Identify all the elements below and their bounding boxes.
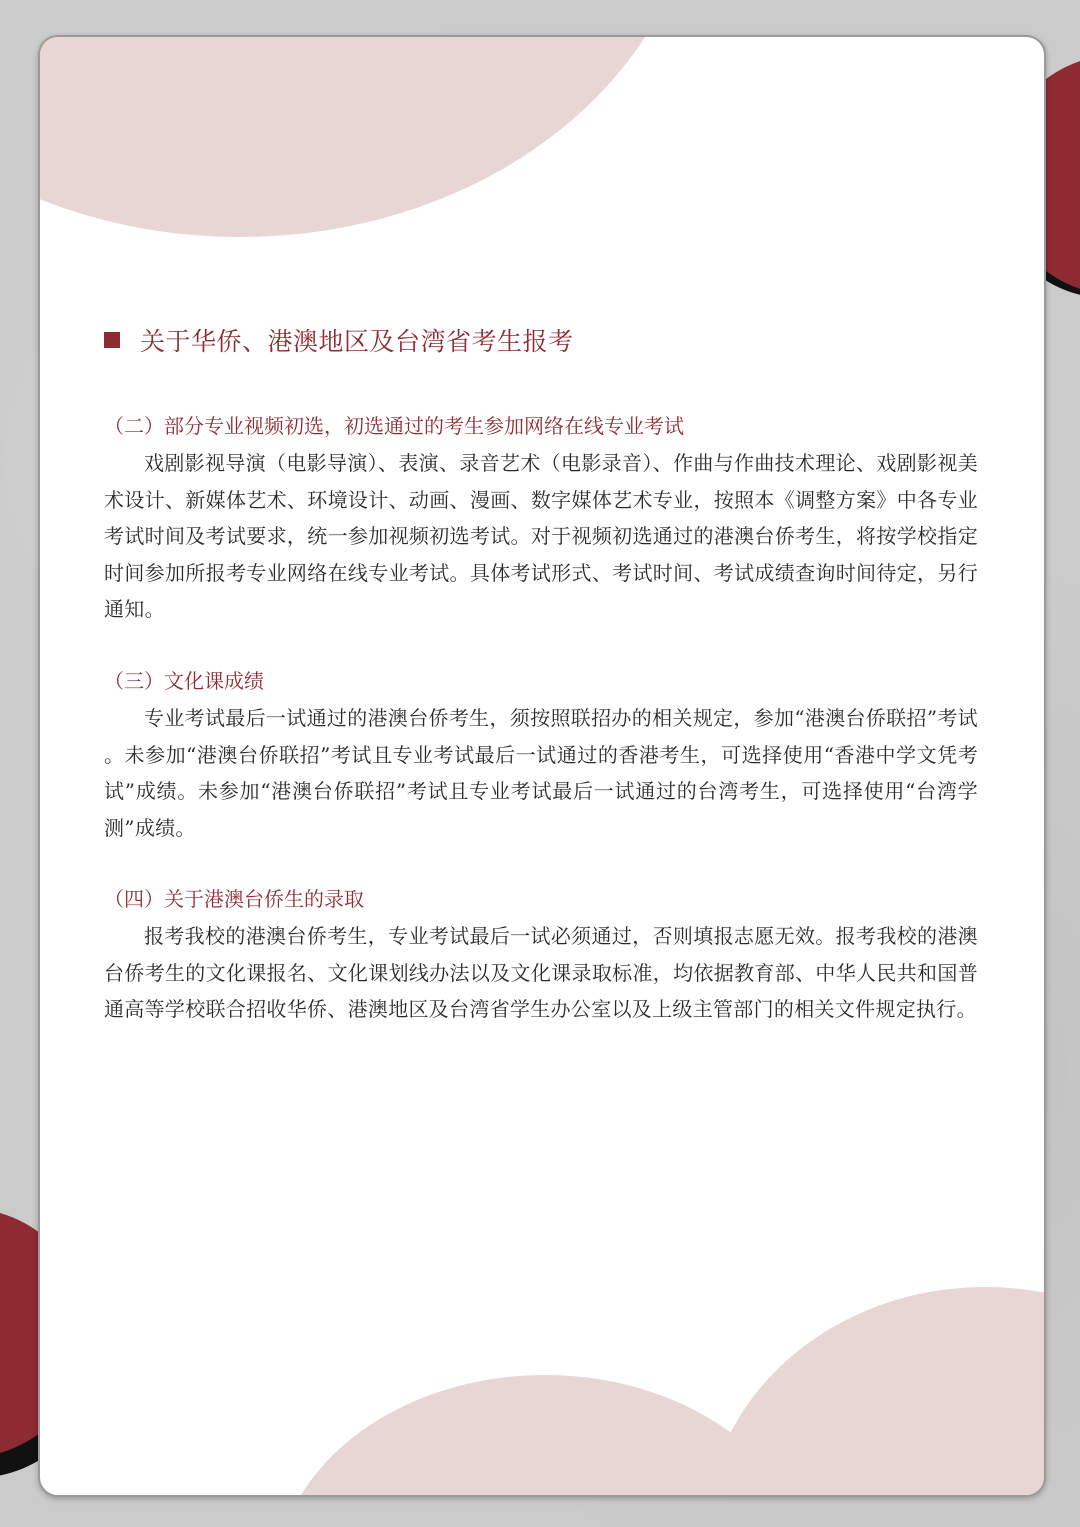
section-title: （三）文化课成绩 <box>104 669 264 693</box>
section-body: 戏剧影视导演（电影导演）、表演、录音艺术（电影录音）、作曲与作曲技术理论、戏剧影视美术设计、新媒体艺术、环境设计、动画、漫画、数字媒体艺术专业，按照本《调整方案》中各专业考试时间及考试要求，统一参加视频初选考试。对于视频初选通过的港澳台侨考生，将按学校指定时间参加所报考专业网络在线专业考试。具体考试形式、考试时间、考试成绩查询时间待定，另行通知。 <box>104 451 978 621</box>
square-bullet-icon <box>104 332 120 348</box>
section-admission <box>104 884 978 1028</box>
section-body: 报考我校的港澳台侨考生，专业考试最后一试必须通过，否则填报志愿无效。报考我校的港澳台侨考生的文化课报名、文化课划线办法以及文化课录取标准，均依据教育部、中华人民共和国普通高等学校联合招收华侨、港澳地区及台湾省学生办公室以及上级主管部门的相关文件规定执行。 <box>104 924 978 1021</box>
decor-blob-top-left <box>38 35 700 237</box>
section-body: 专业考试最后一试通过的港澳台侨考生，须按照联招办的相关规定，参加“港澳台侨联招”考试 。未参加“港澳台侨联招”考试且专业考试最后一试通过的香港考生，可选择使用“香港中学文凭考试”成绩。未参加“港澳台侨联招”考试且专业考试最后一试通过的台湾考生，可选择使用“台湾学测”成绩。 <box>104 706 978 840</box>
section-culture-scores <box>104 666 978 846</box>
section-heading-text: 关于华侨、港澳地区及台湾省考生报考 <box>140 327 574 356</box>
section-heading <box>104 322 574 358</box>
section-video-screening <box>104 411 978 628</box>
section-title: （二）部分专业视频初选，初选通过的考生参加网络在线专业考试 <box>104 414 684 438</box>
decor-blob-bottom-right <box>705 1287 1046 1497</box>
section-title: （四）关于港澳台侨生的录取 <box>104 887 364 911</box>
